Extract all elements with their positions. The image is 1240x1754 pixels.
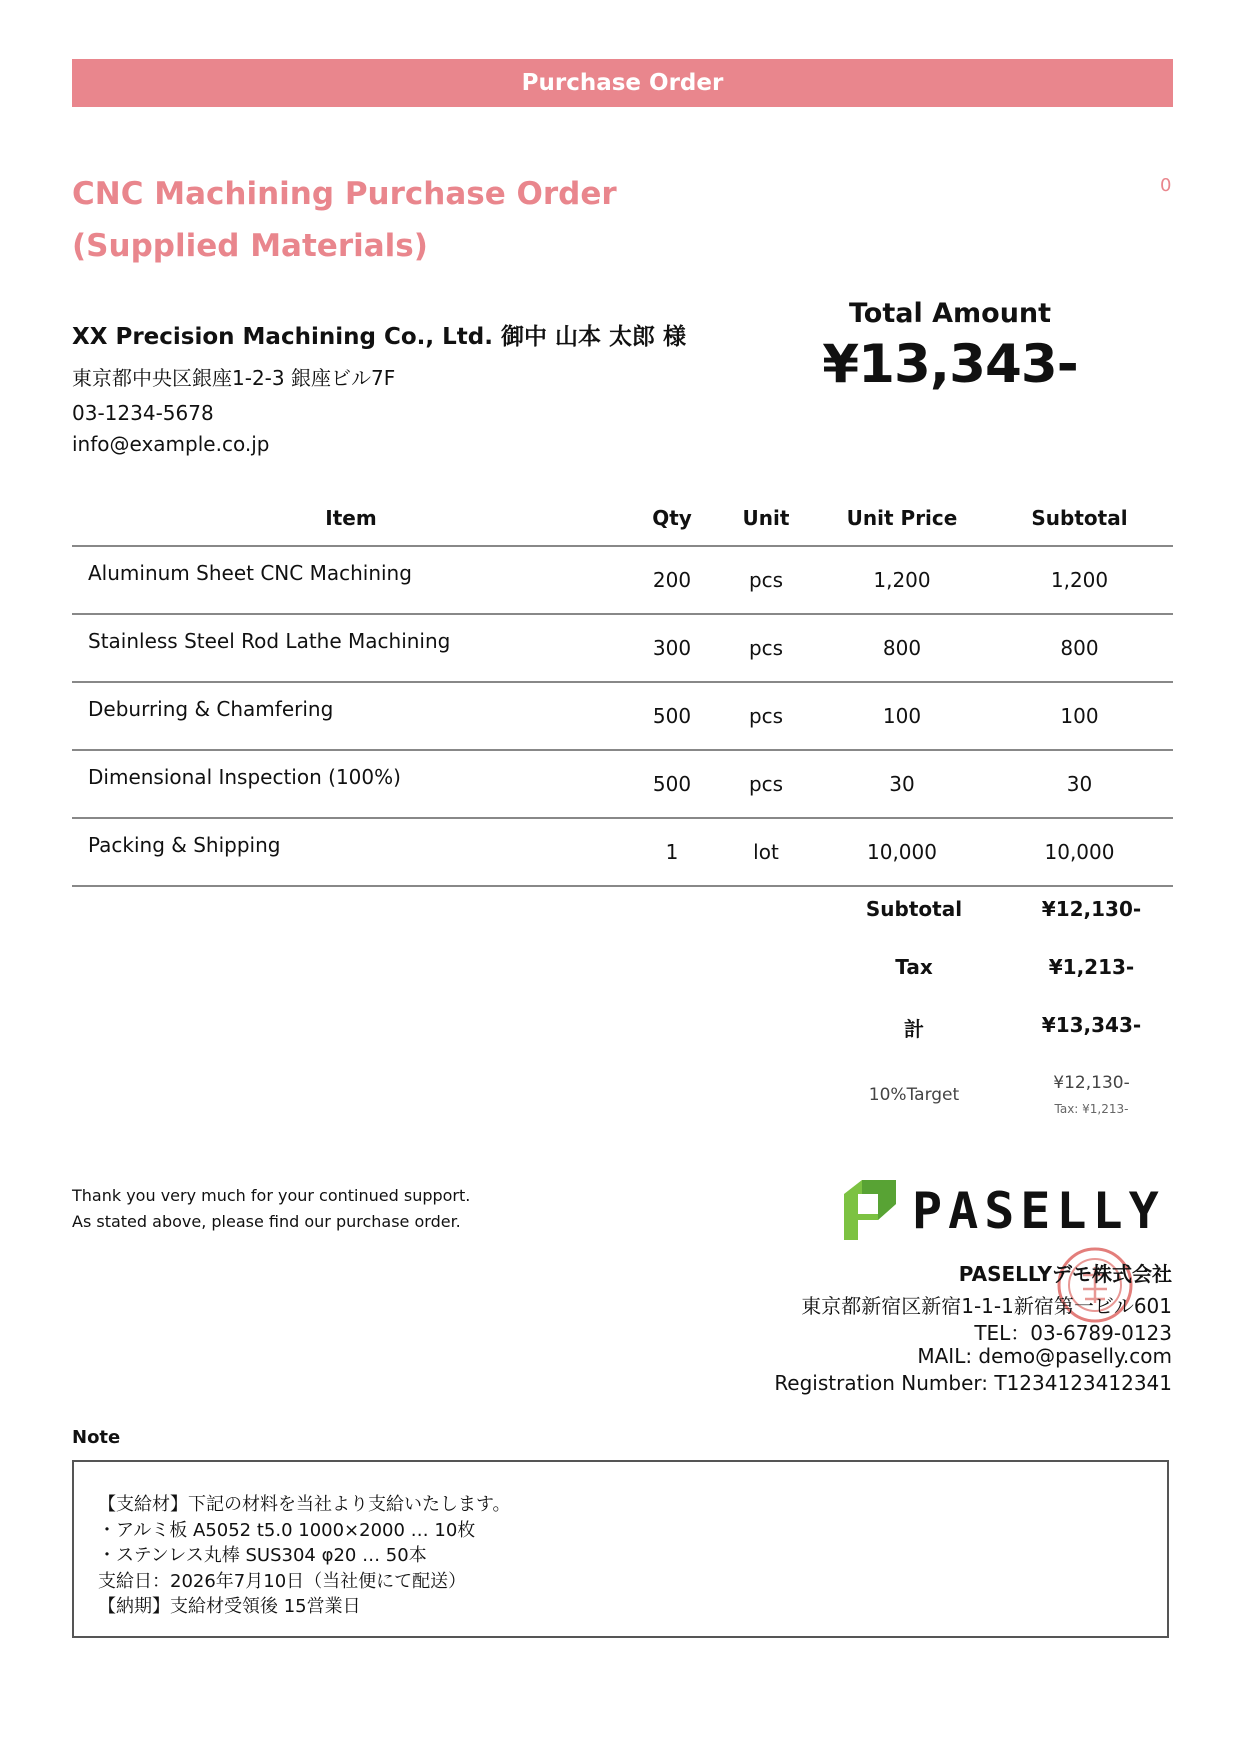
tax-target-label: 10%Target (868, 1085, 960, 1105)
summary-tax-label: Tax (895, 955, 933, 979)
row-subtotal: 800 (986, 614, 1173, 682)
company-tel: TEL：03-6789-0123 (974, 1321, 1172, 1345)
company-registration-number: Registration Number: T1234123412341 (774, 1371, 1172, 1395)
company-address: 東京都新宿区新宿1-1-1新宿第一ビル601 (801, 1294, 1172, 1318)
note-line: ・ステンレス丸棒 SUS304 φ20 … 50本 (98, 1545, 427, 1566)
table-row (72, 818, 1173, 886)
items-table (72, 490, 1173, 887)
company-mail: MAIL: demo@paselly.com (917, 1344, 1172, 1368)
summary-total-value: ¥13,343- (1041, 1013, 1142, 1037)
row-item: Packing & Shipping (72, 818, 630, 886)
total-amount-value: ¥13,343- (822, 334, 1078, 395)
header-subtotal: Subtotal (986, 490, 1173, 546)
paselly-logo-text: PASELLY (912, 1182, 1165, 1240)
page-number: 0 (1160, 175, 1172, 196)
table-row (72, 682, 1173, 750)
row-unit: pcs (714, 750, 818, 818)
note-title: Note (72, 1427, 121, 1448)
thanks-message-line1: Thank you very much for your continued support. (72, 1186, 471, 1205)
row-unit: pcs (714, 682, 818, 750)
row-item: Aluminum Sheet CNC Machining (72, 546, 630, 614)
note-line: 【支給材】下記の材料を当社より支給いたします。 (98, 1494, 511, 1515)
row-item: Stainless Steel Rod Lathe Machining (72, 614, 630, 682)
header-qty: Qty (630, 490, 714, 546)
client-address: 東京都中央区銀座1-2-3 銀座ビル7F (72, 366, 396, 390)
summary-tax-value: ¥1,213- (1048, 955, 1135, 979)
header-item: Item (72, 490, 630, 546)
tax-target-tax: Tax: ¥1,213- (1054, 1102, 1129, 1116)
row-unit: pcs (714, 614, 818, 682)
header-unit: Unit (714, 490, 818, 546)
note-line: 【納期】支給材受領後 15営業日 (98, 1596, 361, 1617)
row-subtotal: 30 (986, 750, 1173, 818)
row-subtotal: 100 (986, 682, 1173, 750)
row-unit-price: 1,200 (818, 546, 986, 614)
document-title: CNC Machining Purchase Order (Supplied Materials) (72, 176, 617, 264)
row-item: Dimensional Inspection (100%) (72, 750, 630, 818)
table-row (72, 614, 1173, 682)
note-line: 支給日：2026年7月10日（当社便にて配送） (98, 1571, 467, 1592)
document-banner: Purchase Order (72, 59, 1173, 107)
row-unit-price: 30 (818, 750, 986, 818)
row-qty: 1 (630, 818, 714, 886)
row-subtotal: 1,200 (986, 546, 1173, 614)
header-unit-price: Unit Price (818, 490, 986, 546)
tax-target-value: ¥12,130- (1053, 1073, 1130, 1093)
table-row (72, 546, 1173, 614)
row-qty: 500 (630, 750, 714, 818)
thanks-message-line2: As stated above, please find our purchase order. (72, 1212, 461, 1231)
row-unit-price: 100 (818, 682, 986, 750)
row-unit: lot (714, 818, 818, 886)
summary-subtotal-value: ¥12,130- (1041, 897, 1142, 921)
note-line: ・アルミ板 A5052 t5.0 1000×2000 … 10枚 (98, 1520, 476, 1541)
client-name: XX Precision Machining Co., Ltd. 御中 山本 太郎 様 (72, 324, 686, 350)
row-item: Deburring & Chamfering (72, 682, 630, 750)
row-qty: 300 (630, 614, 714, 682)
row-unit-price: 800 (818, 614, 986, 682)
total-amount-label: Total Amount (848, 298, 1052, 329)
row-unit-price: 10,000 (818, 818, 986, 886)
client-email: info@example.co.jp (72, 432, 270, 456)
table-row (72, 750, 1173, 818)
table-header-row (72, 490, 1173, 546)
paselly-logo-icon (840, 1180, 900, 1240)
row-qty: 200 (630, 546, 714, 614)
row-qty: 500 (630, 682, 714, 750)
row-unit: pcs (714, 546, 818, 614)
company-name: PASELLYデモ株式会社 (958, 1262, 1172, 1286)
summary-subtotal-label: Subtotal (865, 897, 963, 921)
row-subtotal: 10,000 (986, 818, 1173, 886)
summary-total-label: 計 (904, 1017, 924, 1041)
client-phone: 03-1234-5678 (72, 401, 214, 425)
